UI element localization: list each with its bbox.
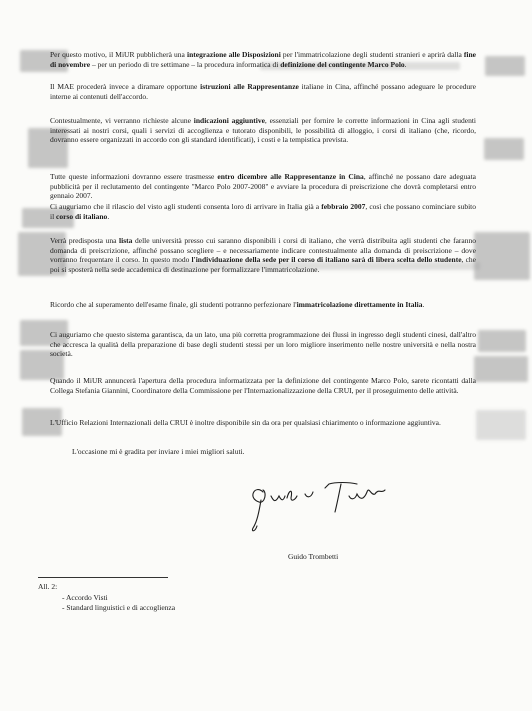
attachments-label: All. 2: [38,582,58,591]
emphasis-text: corso di italiano [56,211,108,221]
scan-smudge [474,356,528,382]
handwritten-signature [245,478,445,548]
signer-name: Guido Trombetti [288,552,339,561]
scan-smudge [485,56,525,76]
paragraph: Verrà predisposta una lista delle università presso cui saranno disponibili i corsi di italiano, che verrà distribuita agli studenti che faranno domanda di preiscrizione, affinché possano scegliere – e necessariamente indicare contestualmente alla domanda di preiscrizione – dove vorranno frequentare il corso. In questo modo l'individuazione della sede per il corso di italiano sarà di libera scelta dello studente, che poi si sposterà nella sede accademica di destinazione per formalizzare l'immatricolazione. [50,236,476,274]
paragraph: Ci auguriamo che questo sistema garantisca, da un lato, una più corretta programmazione dei flussi in ingresso degli studenti cinesi, dall'altro che accresca la qualità della preparazione di base degli studenti stessi per un loro migliore inserimento nelle nostre università e nella nostra società. [50,330,476,359]
scan-smudge [478,330,526,352]
attachment-item: - Standard linguistici e di accoglienza [62,603,175,613]
paragraph: Per questo motivo, il MiUR pubblicherà una integrazione alle Disposizioni per l'immatricolazione degli studenti stranieri e aprirà dalla fine di novembre – per un periodo di tre settimane – la procedura informatica di definizione del contingente Marco Polo. [50,50,477,69]
emphasis-text: istruzioni alle Rappresentanze [200,82,299,91]
scan-smudge [474,232,530,280]
paragraph: Quando il MiUR annuncerà l'apertura della procedura informatizzata per la definizione del contingente Marco Polo, sarete ricontatti dalla Collega Stefania Giannini, Coordinatore della Commissione per l'Internazionalizzazione della CRUI, per il proseguimento delle attività. [50,376,476,395]
paragraph: Ricordo che al superamento dell'esame finale, gli studenti potranno perfezionare l'immatricolazione direttamente in Italia. [50,300,425,309]
scan-smudge [484,138,524,160]
paragraph: L'Ufficio Relazioni Internazionali della CRUI è inoltre disponibile sin da ora per qualsiasi chiarimento o informazione aggiuntiva. [50,418,441,427]
paragraph: Il MAE procederà invece a diramare opportune istruzioni alle Rappresentanze italiane in Cina, affinché possano adeguare le procedure interne ai contenuti dell'accordo. [50,82,476,101]
paragraph: Ci auguriamo che il rilascio del visto agli studenti consenta loro di arrivare in Italia già a febbraio 2007, così che possano cominciare subito il corso di italiano. [50,202,476,221]
emphasis-text: fine di novembre [50,50,477,69]
emphasis-text: entro dicembre alle Rappresentanze in Cina [217,172,364,181]
emphasis-text: lista [119,236,133,245]
closing-line: L'occasione mi è gradita per inviare i miei migliori saluti. [72,447,245,456]
scan-smudge [476,410,526,440]
paragraph: Contestualmente, vi verranno richieste alcune indicazioni aggiuntive, essenziali per fornire le corrette informazioni in Cina agli studenti interessati ai nostri corsi, quali i servizi di accoglienza e tutorato disponibili, le possibilità di alloggio, i corsi di italiano (che, ricordo, dovranno essere organizzati in accordo con gli standard identificati), i costi e la tempistica prevista. [50,116,477,145]
paragraph: Tutte queste informazioni dovranno essere trasmesse entro dicembre alle Rappresentanze in Cina, affinché ne possano dare adeguata pubblicità per il reclutamento del contingente "Marco Polo 2007-2008" e avviare la procedura di preiscrizione che dovrà completarsi entro gennaio 2007. [50,172,476,201]
emphasis-text: immatricolazione direttamente in Italia [296,300,423,309]
emphasis-text: indicazioni aggiuntive [193,116,265,125]
attachments-divider [38,577,168,578]
attachments-list [62,593,175,613]
emphasis-text: febbraio 2007 [321,202,366,211]
attachment-item: - Accordo Visti [62,593,175,603]
emphasis-text: integrazione alle Disposizioni [187,50,281,59]
attachments-block [38,582,175,613]
emphasis-text: definizione del contingente Marco Polo [280,59,405,69]
emphasis-text: l'individuazione della sede per il corso di italiano sarà di libera scelta dello studente [191,255,462,265]
